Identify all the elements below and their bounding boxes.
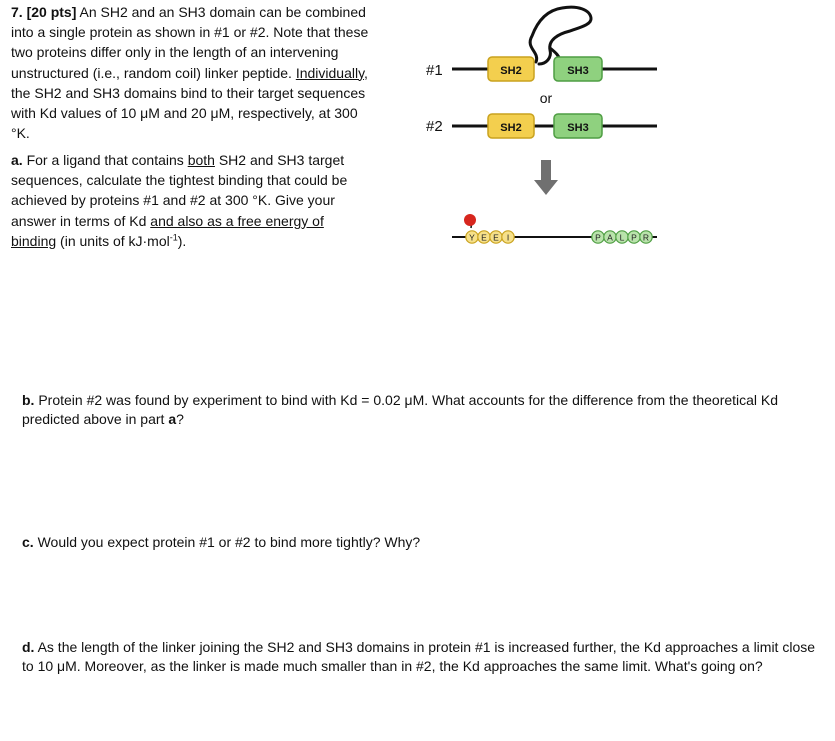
protein-1-label: #1 (426, 62, 443, 79)
sh3-motif-residue-5: R (642, 232, 650, 243)
question-intro (11, 2, 371, 143)
part-d (22, 638, 822, 675)
part-b-label: b. (22, 392, 35, 408)
sh2-motif-residue-2: E (481, 232, 487, 243)
part-b-end: ? (176, 410, 184, 427)
part-d-label: d. (22, 639, 35, 655)
part-b-text: Protein #2 was found by experiment to bind with Kd = 0.02 μM. What accounts for the difference from the theoretical Kd predicted above in part (22, 392, 779, 427)
ligand-sh2-motif (466, 231, 514, 243)
part-b-ref: a (168, 410, 177, 427)
part-a-text-4: ). (177, 232, 187, 249)
protein-diagram (400, 0, 670, 260)
or-label: or (539, 90, 553, 106)
intro-underline: Individually (295, 64, 365, 81)
protein-2-label: #2 (426, 118, 443, 135)
part-a (11, 150, 371, 251)
part-a-underline-2: and also as a free energy of binding (11, 212, 324, 249)
sh3-motif-residue-4: P (631, 232, 637, 243)
part-a-superscript: -1 (169, 232, 178, 243)
sh2-motif-residue-3: E (493, 232, 499, 243)
part-d-text: As the length of the linker joining the SH2 and SH3 domains in protein #1 is increased further, the Kd approaches a limit close to 10 μM. Moreover, as the linker is made much smaller than in #2, the Kd approaches the same limit. What's going on? (22, 639, 816, 674)
sh3-domain-1-label: SH3 (567, 65, 589, 77)
sh3-motif-residue-3: L (619, 232, 625, 243)
sh2-domain-1-label: SH2 (500, 65, 522, 77)
part-c-label: c. (22, 534, 34, 550)
part-a-label: a. (11, 152, 23, 168)
sh3-motif-residue-1: P (595, 232, 601, 243)
ligand-sh3-motif (592, 231, 652, 243)
part-b (22, 391, 832, 428)
sh3-motif-residue-2: A (607, 232, 613, 243)
part-a-text-3: (in units of kJ·mol (56, 232, 170, 249)
down-arrow-icon (534, 160, 558, 195)
intro-text-2: , the SH2 and SH3 domains bind to their target sequences with Kd values of 10 μM and 20 μM, respectively, at 300 °K. (11, 64, 368, 142)
question-points: [20 pts] (26, 4, 77, 20)
linker-loop (530, 7, 591, 64)
question-number: 7. (11, 4, 23, 20)
sh2-motif-residue-1: Y (469, 232, 475, 243)
part-c-text: Would you expect protein #1 or #2 to bind more tightly? Why? (33, 534, 421, 550)
sh2-motif-residue-4: I (506, 232, 510, 243)
part-c (22, 532, 822, 552)
intro-text-1: An SH2 and an SH3 domain can be combined into a single protein as shown in #1 or #2. Note that these two proteins differ only in the length of an intervening unstructured (i.e., random coil) linker peptide. (11, 4, 369, 81)
phosphate-group (464, 214, 476, 226)
part-a-underline-1: both (187, 152, 215, 168)
part-a-text-1: For a ligand that contains (22, 152, 188, 168)
part-a-text-2: SH2 and SH3 target sequences, calculate the tightest binding that could be achieved by proteins #1 and #2 at 300 °K. Give your answer in terms of Kd (11, 152, 348, 229)
sh3-domain-2-label: SH3 (567, 122, 589, 134)
sh2-domain-2-label: SH2 (500, 122, 522, 134)
